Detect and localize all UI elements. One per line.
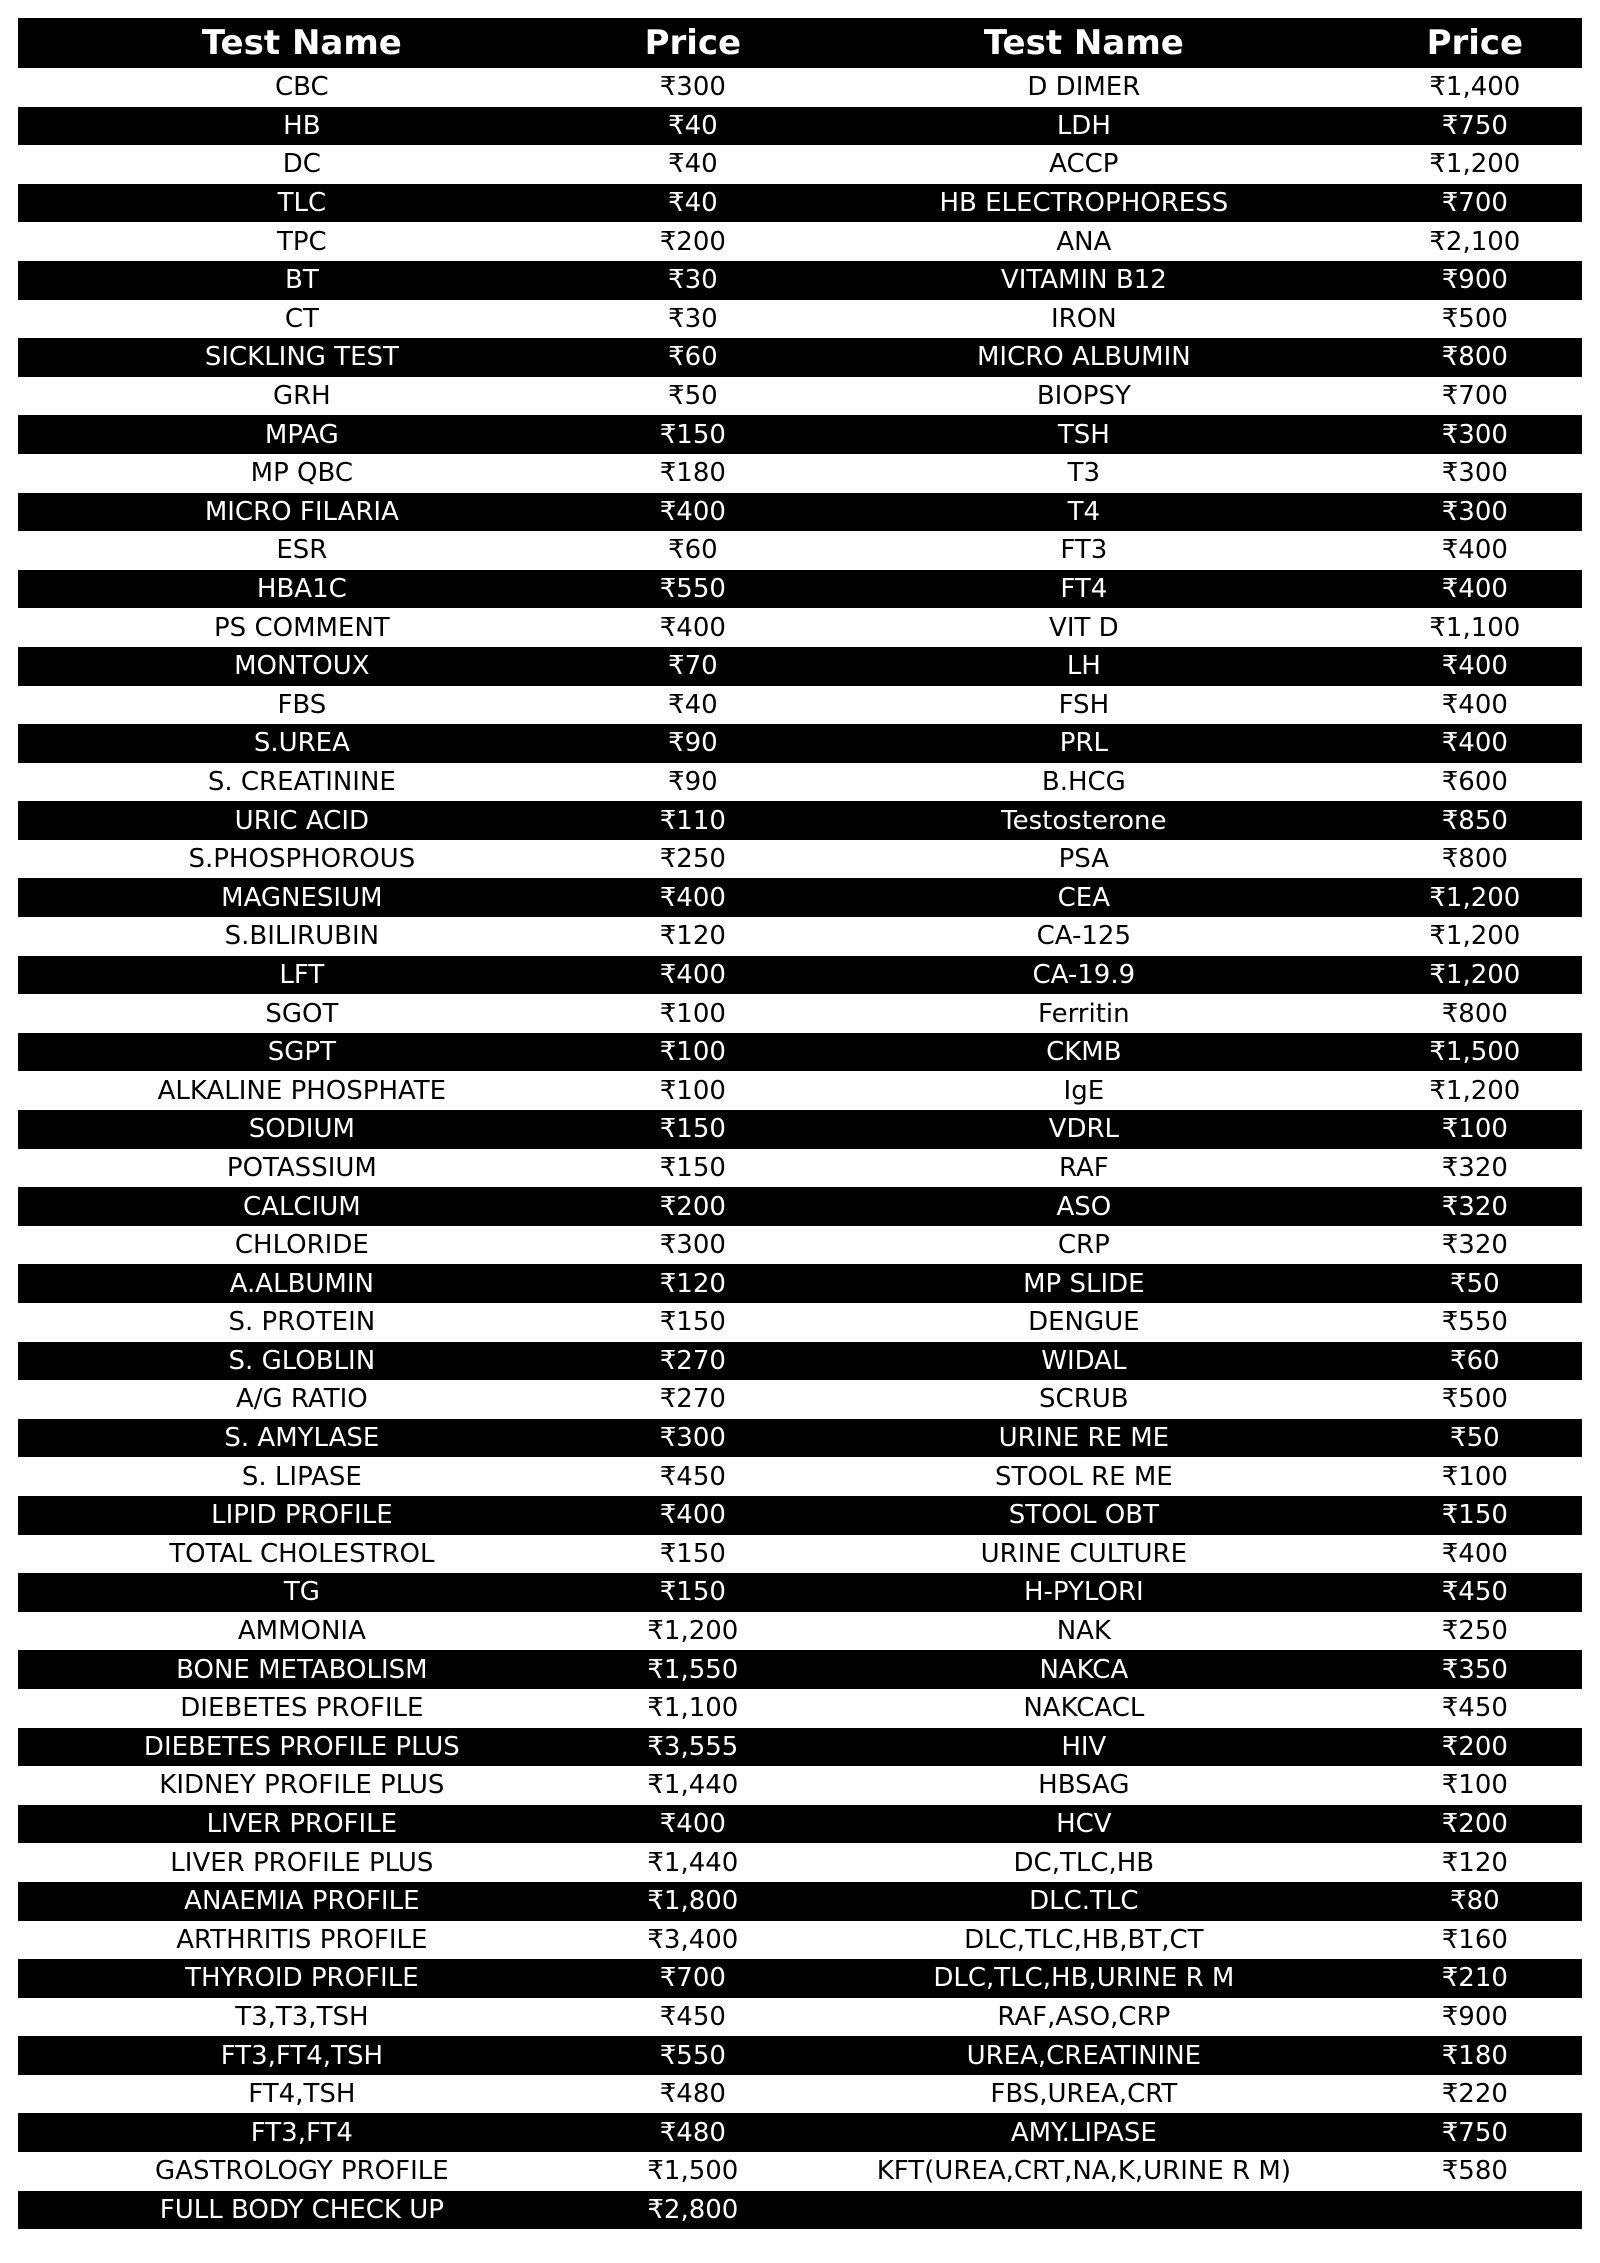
left-price-cell: ₹480 xyxy=(586,2075,800,2114)
left-price-cell: ₹270 xyxy=(586,1380,800,1419)
right-price-cell: ₹900 xyxy=(1368,1998,1582,2037)
left-price-cell: ₹40 xyxy=(586,686,800,725)
left-price-cell: ₹300 xyxy=(586,68,800,107)
left-price-cell: ₹30 xyxy=(586,261,800,300)
left-test-name-cell: DIEBETES PROFILE PLUS xyxy=(18,1728,586,1767)
right-price-cell: ₹150 xyxy=(1368,1496,1582,1535)
left-price-cell: ₹300 xyxy=(586,1419,800,1458)
right-test-name-cell: HCV xyxy=(800,1805,1368,1844)
left-test-name-cell: SODIUM xyxy=(18,1110,586,1149)
table-row xyxy=(18,261,1582,300)
left-test-name-cell: LIVER PROFILE xyxy=(18,1805,586,1844)
right-test-name-cell: CA-125 xyxy=(800,917,1368,956)
right-price-cell: ₹320 xyxy=(1368,1226,1582,1265)
right-price-cell: ₹450 xyxy=(1368,1573,1582,1612)
right-price-cell: ₹100 xyxy=(1368,1457,1582,1496)
left-price-cell: ₹150 xyxy=(586,415,800,454)
left-test-name-cell: FT3,FT4 xyxy=(18,2113,586,2152)
right-price-cell: ₹1,500 xyxy=(1368,1033,1582,1072)
left-test-name-cell: S. AMYLASE xyxy=(18,1419,586,1458)
left-test-name-cell: DIEBETES PROFILE xyxy=(18,1689,586,1728)
left-price-cell: ₹400 xyxy=(586,1496,800,1535)
table-row xyxy=(18,1110,1582,1149)
left-price-cell: ₹50 xyxy=(586,377,800,416)
table-row xyxy=(18,300,1582,339)
left-test-name-cell: DC xyxy=(18,145,586,184)
right-test-name-cell: ANA xyxy=(800,222,1368,261)
table-row xyxy=(18,184,1582,223)
left-price-cell: ₹1,200 xyxy=(586,1612,800,1651)
right-price-cell: ₹1,200 xyxy=(1368,145,1582,184)
table-row xyxy=(18,1921,1582,1960)
right-test-name-cell: Ferritin xyxy=(800,994,1368,1033)
right-test-name-cell: CRP xyxy=(800,1226,1368,1265)
right-test-name-cell: LDH xyxy=(800,107,1368,146)
left-price-cell: ₹150 xyxy=(586,1535,800,1574)
left-test-name-cell: S. CREATININE xyxy=(18,763,586,802)
right-price-cell: ₹400 xyxy=(1368,531,1582,570)
right-price-cell: ₹50 xyxy=(1368,1264,1582,1303)
left-test-name-cell: KIDNEY PROFILE PLUS xyxy=(18,1766,586,1805)
right-price-cell: ₹400 xyxy=(1368,570,1582,609)
left-price-cell: ₹1,550 xyxy=(586,1650,800,1689)
left-price-cell: ₹90 xyxy=(586,763,800,802)
left-price-cell: ₹150 xyxy=(586,1303,800,1342)
right-test-name-cell: H-PYLORI xyxy=(800,1573,1368,1612)
right-price-cell: ₹1,200 xyxy=(1368,917,1582,956)
left-price-cell: ₹1,100 xyxy=(586,1689,800,1728)
right-test-name-cell: URINE CULTURE xyxy=(800,1535,1368,1574)
right-price-cell: ₹750 xyxy=(1368,2113,1582,2152)
left-test-name-cell: GASTROLOGY PROFILE xyxy=(18,2152,586,2191)
left-price-cell: ₹550 xyxy=(586,570,800,609)
table-row xyxy=(18,1033,1582,1072)
right-price-cell: ₹1,200 xyxy=(1368,878,1582,917)
right-test-name-cell: HBSAG xyxy=(800,1766,1368,1805)
right-test-name-cell: MP SLIDE xyxy=(800,1264,1368,1303)
left-price-cell: ₹270 xyxy=(586,1342,800,1381)
header-right-test-name: Test Name xyxy=(800,18,1368,68)
left-price-cell: ₹200 xyxy=(586,222,800,261)
right-test-name-cell: UREA,CREATININE xyxy=(800,2036,1368,2075)
table-row xyxy=(18,1535,1582,1574)
table-row xyxy=(18,647,1582,686)
table-row xyxy=(18,994,1582,1033)
left-price-cell: ₹2,800 xyxy=(586,2191,800,2230)
table-row xyxy=(18,878,1582,917)
table-row xyxy=(18,1342,1582,1381)
right-test-name-cell: DLC,TLC,HB,BT,CT xyxy=(800,1921,1368,1960)
right-test-name-cell: PRL xyxy=(800,724,1368,763)
left-test-name-cell: ANAEMIA PROFILE xyxy=(18,1882,586,1921)
left-price-cell: ₹90 xyxy=(586,724,800,763)
left-test-name-cell: TG xyxy=(18,1573,586,1612)
table-row xyxy=(18,145,1582,184)
left-test-name-cell: S. LIPASE xyxy=(18,1457,586,1496)
left-test-name-cell: THYROID PROFILE xyxy=(18,1959,586,1998)
left-test-name-cell: T3,T3,TSH xyxy=(18,1998,586,2037)
right-price-cell xyxy=(1368,2191,1582,2230)
left-price-cell: ₹3,400 xyxy=(586,1921,800,1960)
table-row xyxy=(18,1650,1582,1689)
left-test-name-cell: AMMONIA xyxy=(18,1612,586,1651)
left-price-cell: ₹60 xyxy=(586,338,800,377)
left-test-name-cell: TOTAL CHOLESTROL xyxy=(18,1535,586,1574)
right-price-cell: ₹400 xyxy=(1368,724,1582,763)
left-price-cell: ₹300 xyxy=(586,1226,800,1265)
left-price-cell: ₹450 xyxy=(586,1998,800,2037)
left-price-cell: ₹480 xyxy=(586,2113,800,2152)
right-price-cell: ₹80 xyxy=(1368,1882,1582,1921)
left-price-cell: ₹40 xyxy=(586,145,800,184)
left-test-name-cell: FT4,TSH xyxy=(18,2075,586,2114)
right-test-name-cell: D DIMER xyxy=(800,68,1368,107)
right-test-name-cell: AMY.LIPASE xyxy=(800,2113,1368,2152)
right-test-name-cell: VITAMIN B12 xyxy=(800,261,1368,300)
right-price-cell: ₹120 xyxy=(1368,1843,1582,1882)
table-row xyxy=(18,956,1582,995)
right-price-cell: ₹850 xyxy=(1368,801,1582,840)
table-row xyxy=(18,1496,1582,1535)
left-test-name-cell: LIVER PROFILE PLUS xyxy=(18,1843,586,1882)
table-row xyxy=(18,840,1582,879)
left-test-name-cell: MP QBC xyxy=(18,454,586,493)
table-row xyxy=(18,1805,1582,1844)
right-price-cell: ₹500 xyxy=(1368,1380,1582,1419)
right-price-cell: ₹220 xyxy=(1368,2075,1582,2114)
table-row xyxy=(18,2113,1582,2152)
right-price-cell: ₹600 xyxy=(1368,763,1582,802)
right-price-cell: ₹300 xyxy=(1368,454,1582,493)
table-row xyxy=(18,1149,1582,1188)
left-test-name-cell: CBC xyxy=(18,68,586,107)
right-test-name-cell: NAKCACL xyxy=(800,1689,1368,1728)
left-price-cell: ₹3,555 xyxy=(586,1728,800,1767)
right-test-name-cell: KFT(UREA,CRT,NA,K,URINE R M) xyxy=(800,2152,1368,2191)
left-price-cell: ₹200 xyxy=(586,1187,800,1226)
right-test-name-cell: T4 xyxy=(800,493,1368,532)
left-price-cell: ₹180 xyxy=(586,454,800,493)
right-test-name-cell: CEA xyxy=(800,878,1368,917)
left-price-cell: ₹110 xyxy=(586,801,800,840)
right-price-cell: ₹1,200 xyxy=(1368,1071,1582,1110)
right-test-name-cell: ASO xyxy=(800,1187,1368,1226)
right-price-cell: ₹320 xyxy=(1368,1187,1582,1226)
table-row xyxy=(18,1612,1582,1651)
right-price-cell: ₹400 xyxy=(1368,1535,1582,1574)
left-test-name-cell: LIPID PROFILE xyxy=(18,1496,586,1535)
left-test-name-cell: HBA1C xyxy=(18,570,586,609)
table-body xyxy=(18,68,1582,2229)
left-test-name-cell: SGOT xyxy=(18,994,586,1033)
right-test-name-cell: RAF,ASO,CRP xyxy=(800,1998,1368,2037)
right-test-name-cell: CKMB xyxy=(800,1033,1368,1072)
header-left-test-name: Test Name xyxy=(18,18,586,68)
right-test-name-cell: NAK xyxy=(800,1612,1368,1651)
left-test-name-cell: A/G RATIO xyxy=(18,1380,586,1419)
table-row xyxy=(18,570,1582,609)
right-test-name-cell: Testosterone xyxy=(800,801,1368,840)
left-price-cell: ₹1,500 xyxy=(586,2152,800,2191)
left-price-cell: ₹400 xyxy=(586,956,800,995)
right-price-cell: ₹400 xyxy=(1368,686,1582,725)
table-row xyxy=(18,763,1582,802)
left-test-name-cell: SGPT xyxy=(18,1033,586,1072)
right-price-cell: ₹450 xyxy=(1368,1689,1582,1728)
right-price-cell: ₹300 xyxy=(1368,493,1582,532)
right-test-name-cell: VIT D xyxy=(800,608,1368,647)
right-price-cell: ₹320 xyxy=(1368,1149,1582,1188)
right-test-name-cell: B.HCG xyxy=(800,763,1368,802)
table-row xyxy=(18,1843,1582,1882)
right-test-name-cell: SCRUB xyxy=(800,1380,1368,1419)
table-row xyxy=(18,2075,1582,2114)
right-test-name-cell: MICRO ALBUMIN xyxy=(800,338,1368,377)
left-price-cell: ₹150 xyxy=(586,1573,800,1612)
left-test-name-cell: SICKLING TEST xyxy=(18,338,586,377)
table-row xyxy=(18,724,1582,763)
right-test-name-cell: LH xyxy=(800,647,1368,686)
left-test-name-cell: A.ALBUMIN xyxy=(18,1264,586,1303)
right-test-name-cell: FT4 xyxy=(800,570,1368,609)
table-row xyxy=(18,2152,1582,2191)
left-price-cell: ₹70 xyxy=(586,647,800,686)
right-test-name-cell: FT3 xyxy=(800,531,1368,570)
left-test-name-cell: MICRO FILARIA xyxy=(18,493,586,532)
right-test-name-cell: FBS,UREA,CRT xyxy=(800,2075,1368,2114)
table-row xyxy=(18,222,1582,261)
right-price-cell: ₹50 xyxy=(1368,1419,1582,1458)
left-test-name-cell: BT xyxy=(18,261,586,300)
table-row xyxy=(18,1728,1582,1767)
left-test-name-cell: CALCIUM xyxy=(18,1187,586,1226)
right-test-name-cell: FSH xyxy=(800,686,1368,725)
right-price-cell: ₹1,400 xyxy=(1368,68,1582,107)
header-left-price: Price xyxy=(586,18,800,68)
right-price-cell: ₹2,100 xyxy=(1368,222,1582,261)
left-price-cell: ₹700 xyxy=(586,1959,800,1998)
right-test-name-cell: DENGUE xyxy=(800,1303,1368,1342)
header-row xyxy=(18,18,1582,68)
table-row xyxy=(18,801,1582,840)
left-test-name-cell: CT xyxy=(18,300,586,339)
right-price-cell: ₹210 xyxy=(1368,1959,1582,1998)
left-test-name-cell: ARTHRITIS PROFILE xyxy=(18,1921,586,1960)
right-test-name-cell: NAKCA xyxy=(800,1650,1368,1689)
right-test-name-cell: ACCP xyxy=(800,145,1368,184)
left-price-cell: ₹100 xyxy=(586,994,800,1033)
table-row xyxy=(18,686,1582,725)
table-row xyxy=(18,1264,1582,1303)
left-price-cell: ₹40 xyxy=(586,107,800,146)
left-test-name-cell: S. PROTEIN xyxy=(18,1303,586,1342)
left-price-cell: ₹450 xyxy=(586,1457,800,1496)
table-row xyxy=(18,2191,1582,2230)
right-test-name-cell: BIOPSY xyxy=(800,377,1368,416)
left-test-name-cell: FT3,FT4,TSH xyxy=(18,2036,586,2075)
left-price-cell: ₹150 xyxy=(586,1110,800,1149)
right-test-name-cell xyxy=(800,2191,1368,2230)
table-row xyxy=(18,1959,1582,1998)
left-test-name-cell: S. GLOBLIN xyxy=(18,1342,586,1381)
right-test-name-cell: IgE xyxy=(800,1071,1368,1110)
header-right-price: Price xyxy=(1368,18,1582,68)
right-price-cell: ₹800 xyxy=(1368,338,1582,377)
left-test-name-cell: FBS xyxy=(18,686,586,725)
right-price-cell: ₹700 xyxy=(1368,184,1582,223)
left-test-name-cell: S.UREA xyxy=(18,724,586,763)
right-price-cell: ₹1,200 xyxy=(1368,956,1582,995)
table-row xyxy=(18,107,1582,146)
right-test-name-cell: RAF xyxy=(800,1149,1368,1188)
right-price-cell: ₹160 xyxy=(1368,1921,1582,1960)
right-price-cell: ₹800 xyxy=(1368,994,1582,1033)
left-price-cell: ₹1,440 xyxy=(586,1766,800,1805)
left-price-cell: ₹120 xyxy=(586,1264,800,1303)
right-price-cell: ₹350 xyxy=(1368,1650,1582,1689)
right-test-name-cell: CA-19.9 xyxy=(800,956,1368,995)
right-test-name-cell: DC,TLC,HB xyxy=(800,1843,1368,1882)
right-price-cell: ₹580 xyxy=(1368,2152,1582,2191)
right-price-cell: ₹550 xyxy=(1368,1303,1582,1342)
right-test-name-cell: TSH xyxy=(800,415,1368,454)
left-price-cell: ₹100 xyxy=(586,1033,800,1072)
right-price-cell: ₹400 xyxy=(1368,647,1582,686)
left-price-cell: ₹400 xyxy=(586,878,800,917)
left-price-cell: ₹550 xyxy=(586,2036,800,2075)
left-test-name-cell: ALKALINE PHOSPHATE xyxy=(18,1071,586,1110)
left-test-name-cell: URIC ACID xyxy=(18,801,586,840)
table-row xyxy=(18,1882,1582,1921)
table-row xyxy=(18,608,1582,647)
right-price-cell: ₹250 xyxy=(1368,1612,1582,1651)
left-test-name-cell: TLC xyxy=(18,184,586,223)
right-price-cell: ₹300 xyxy=(1368,415,1582,454)
left-test-name-cell: MONTOUX xyxy=(18,647,586,686)
left-test-name-cell: PS COMMENT xyxy=(18,608,586,647)
left-price-cell: ₹120 xyxy=(586,917,800,956)
left-price-cell: ₹400 xyxy=(586,608,800,647)
table-row xyxy=(18,1187,1582,1226)
left-test-name-cell: ESR xyxy=(18,531,586,570)
left-price-cell: ₹150 xyxy=(586,1149,800,1188)
right-test-name-cell: STOOL RE ME xyxy=(800,1457,1368,1496)
right-test-name-cell: HB ELECTROPHORESS xyxy=(800,184,1368,223)
right-price-cell: ₹100 xyxy=(1368,1110,1582,1149)
left-test-name-cell: HB xyxy=(18,107,586,146)
right-price-cell: ₹700 xyxy=(1368,377,1582,416)
left-price-cell: ₹100 xyxy=(586,1071,800,1110)
right-test-name-cell: T3 xyxy=(800,454,1368,493)
left-test-name-cell: BONE METABOLISM xyxy=(18,1650,586,1689)
left-price-cell: ₹40 xyxy=(586,184,800,223)
table-row xyxy=(18,454,1582,493)
table-row xyxy=(18,1380,1582,1419)
left-test-name-cell: GRH xyxy=(18,377,586,416)
right-test-name-cell: HIV xyxy=(800,1728,1368,1767)
right-price-cell: ₹180 xyxy=(1368,2036,1582,2075)
table-row xyxy=(18,1573,1582,1612)
right-test-name-cell: STOOL OBT xyxy=(800,1496,1368,1535)
left-test-name-cell: POTASSIUM xyxy=(18,1149,586,1188)
table-row xyxy=(18,1303,1582,1342)
table-header xyxy=(18,18,1582,68)
table-row xyxy=(18,415,1582,454)
left-test-name-cell: CHLORIDE xyxy=(18,1226,586,1265)
table-row xyxy=(18,2036,1582,2075)
right-price-cell: ₹1,100 xyxy=(1368,608,1582,647)
table-row xyxy=(18,338,1582,377)
right-price-cell: ₹800 xyxy=(1368,840,1582,879)
right-test-name-cell: WIDAL xyxy=(800,1342,1368,1381)
left-price-cell: ₹1,800 xyxy=(586,1882,800,1921)
table-row xyxy=(18,68,1582,107)
right-price-cell: ₹900 xyxy=(1368,261,1582,300)
table-row xyxy=(18,1419,1582,1458)
left-price-cell: ₹400 xyxy=(586,1805,800,1844)
price-list-table xyxy=(18,18,1582,2229)
left-test-name-cell: MPAG xyxy=(18,415,586,454)
left-price-cell: ₹400 xyxy=(586,493,800,532)
right-test-name-cell: IRON xyxy=(800,300,1368,339)
table-row xyxy=(18,493,1582,532)
table-row xyxy=(18,1689,1582,1728)
table-row xyxy=(18,917,1582,956)
left-test-name-cell: S.BILIRUBIN xyxy=(18,917,586,956)
right-price-cell: ₹500 xyxy=(1368,300,1582,339)
right-test-name-cell: VDRL xyxy=(800,1110,1368,1149)
table-row xyxy=(18,1226,1582,1265)
right-test-name-cell: DLC.TLC xyxy=(800,1882,1368,1921)
right-price-cell: ₹100 xyxy=(1368,1766,1582,1805)
left-price-cell: ₹60 xyxy=(586,531,800,570)
table-row xyxy=(18,1998,1582,2037)
right-price-cell: ₹200 xyxy=(1368,1805,1582,1844)
left-test-name-cell: S.PHOSPHOROUS xyxy=(18,840,586,879)
table-row xyxy=(18,377,1582,416)
left-price-cell: ₹30 xyxy=(586,300,800,339)
table-row xyxy=(18,531,1582,570)
right-test-name-cell: PSA xyxy=(800,840,1368,879)
left-test-name-cell: MAGNESIUM xyxy=(18,878,586,917)
left-price-cell: ₹250 xyxy=(586,840,800,879)
left-test-name-cell: LFT xyxy=(18,956,586,995)
right-price-cell: ₹60 xyxy=(1368,1342,1582,1381)
right-price-cell: ₹750 xyxy=(1368,107,1582,146)
right-price-cell: ₹200 xyxy=(1368,1728,1582,1767)
left-test-name-cell: TPC xyxy=(18,222,586,261)
right-test-name-cell: URINE RE ME xyxy=(800,1419,1368,1458)
table-row xyxy=(18,1457,1582,1496)
left-price-cell: ₹1,440 xyxy=(586,1843,800,1882)
table-row xyxy=(18,1071,1582,1110)
right-test-name-cell: DLC,TLC,HB,URINE R M xyxy=(800,1959,1368,1998)
table-row xyxy=(18,1766,1582,1805)
left-test-name-cell: FULL BODY CHECK UP xyxy=(18,2191,586,2230)
